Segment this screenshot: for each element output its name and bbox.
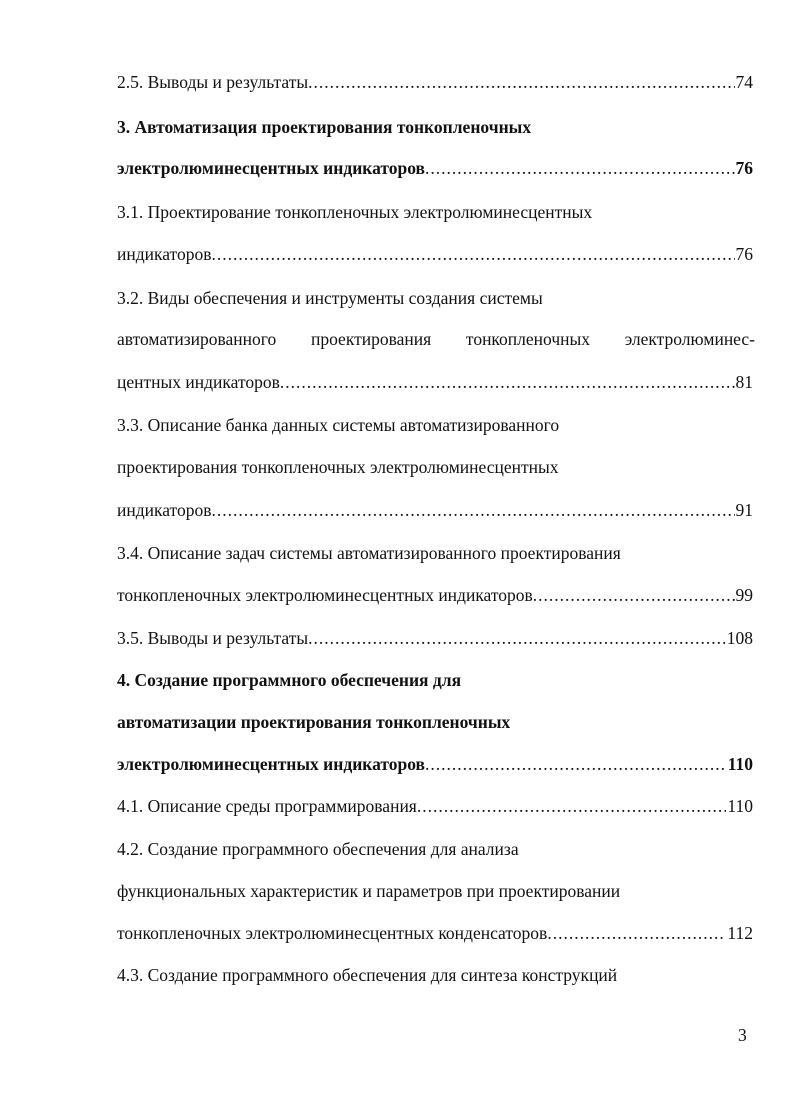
toc-entry-page: 81: [735, 372, 753, 392]
toc-entry-label: тонкопленочных электролюминесцентных индикаторов: [117, 585, 533, 605]
chapter-3-title-line-2: [117, 155, 753, 181]
toc-entry-label: центных индикаторов: [117, 372, 280, 392]
page-number: 3: [738, 1025, 747, 1045]
toc-entry-4-3-line-1: 4.3. Создание программного обеспечения для синтеза конструкций: [117, 965, 618, 985]
chapter-3-title-line-1: 3. Автоматизация проектирования тонкопленочных: [117, 117, 532, 137]
toc-entry-4-2-line-2: функциональных характеристик и параметров при проектировании: [117, 881, 621, 901]
dot-leader: [211, 497, 734, 523]
dot-leader: [280, 369, 735, 395]
toc-entry-3-5: [117, 625, 753, 651]
toc-entry-3-1-line-2: [117, 241, 753, 267]
dot-leader: [425, 751, 727, 777]
chapter-4-title-line-1: 4. Создание программного обеспечения для: [117, 670, 462, 690]
toc-entry-3-3-line-1: 3.3. Описание банка данных системы автоматизированного: [117, 415, 560, 435]
toc-entry-page: 74: [735, 72, 753, 92]
toc-entry-3-2-line-3: [117, 369, 753, 395]
toc-entry-3-2-line-2: автоматизированного проектирования тонкопленочных электролюминес-: [117, 329, 755, 349]
toc-entry-page: 76: [735, 244, 753, 264]
toc-entry-3-2-line-1: 3.2. Виды обеспечения и инструменты создания системы: [117, 288, 543, 308]
toc-entry-label: 2.5. Выводы и результаты: [117, 72, 309, 92]
toc-entry-3-1-line-1: 3.1. Проектирование тонкопленочных электролюминесцентных: [117, 202, 593, 222]
dot-leader: [308, 69, 734, 95]
chapter-4-title-line-3: [117, 751, 753, 777]
toc-entry-page: 110: [727, 796, 753, 816]
toc-entry-page: 108: [726, 628, 753, 648]
toc-entry-3-3-line-3: [117, 497, 753, 523]
toc-entry-3-3-line-2: проектирования тонкопленочных электролюминесцентных: [117, 457, 559, 477]
toc-entry-page: 112: [727, 923, 753, 943]
dot-leader: [533, 582, 735, 608]
toc-entry-2-5: [117, 69, 753, 95]
toc-entry-page: 99: [735, 585, 753, 605]
dot-leader: [417, 793, 727, 819]
dot-leader: [425, 155, 734, 181]
toc-entry-label: индикаторов: [117, 244, 212, 264]
toc-entry-label: 4.1. Описание среды программирования: [117, 796, 417, 816]
toc-entry-page: 91: [735, 500, 753, 520]
toc-entry-3-4-line-1: 3.4. Описание задач системы автоматизированного проектирования: [117, 543, 621, 563]
toc-entry-label: 3.5. Выводы и результаты: [117, 628, 309, 648]
toc-entry-4-1: [117, 793, 753, 819]
toc-entry-page: 76: [735, 158, 753, 178]
toc-entry-4-2-line-3: [117, 920, 753, 946]
chapter-4-title-line-2: автоматизации проектирования тонкопленочных: [117, 712, 511, 732]
toc-entry-label: электролюминесцентных индикаторов: [117, 158, 426, 178]
toc-entry-label: тонкопленочных электролюминесцентных конденсаторов: [117, 923, 548, 943]
toc-entry-4-2-line-1: 4.2. Создание программного обеспечения для анализа: [117, 839, 519, 859]
dot-leader: [547, 920, 726, 946]
toc-entry-label: индикаторов: [117, 500, 212, 520]
toc-entry-3-4-line-2: [117, 582, 753, 608]
dot-leader: [211, 241, 734, 267]
toc-entry-page: 110: [727, 754, 753, 774]
dot-leader: [308, 625, 726, 651]
toc-entry-label: электролюминесцентных индикаторов: [117, 754, 426, 774]
